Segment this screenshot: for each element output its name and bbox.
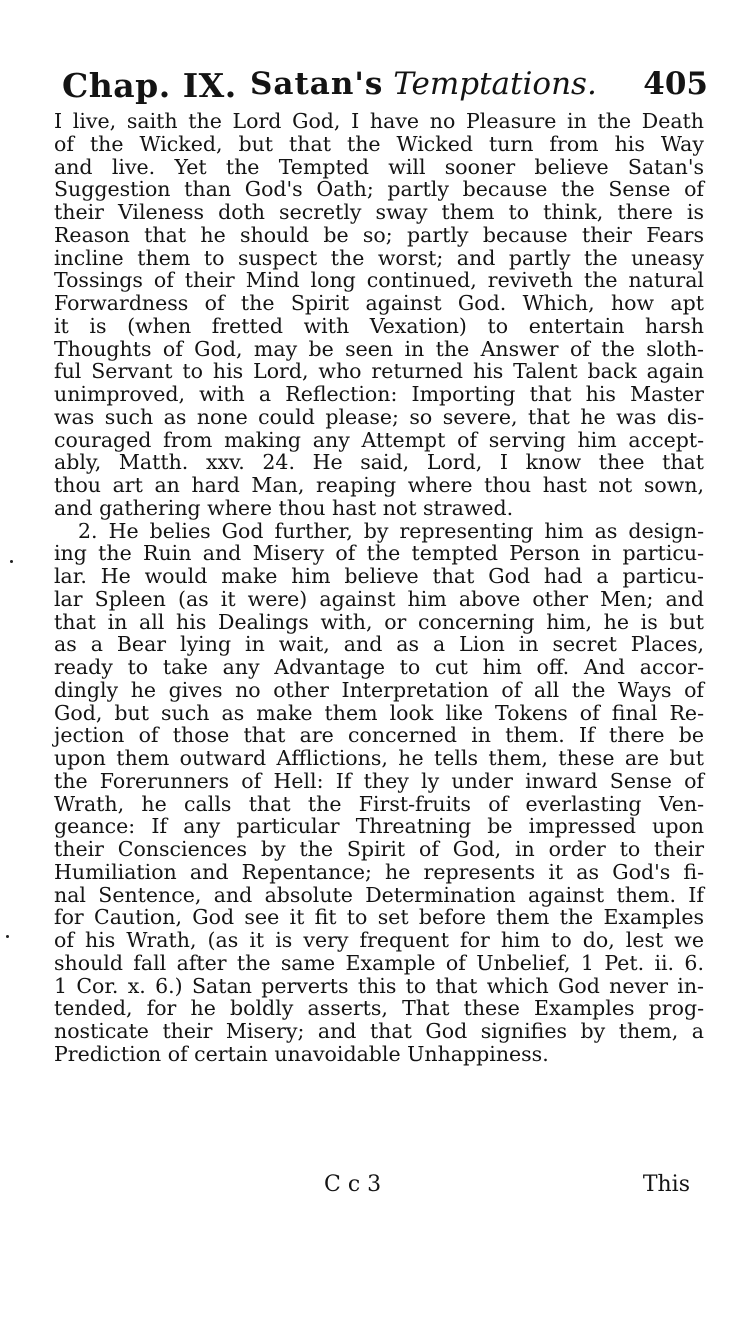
text-line: unimproved, with a Reflection: Importing that his Master — [54, 382, 704, 406]
text-line: thou art an hard Man, reaping where thou hast not sown, — [54, 473, 704, 497]
text-line: God, but such as make them look like Tokens of final Re- — [54, 700, 704, 725]
text-line: tended, for he boldly asserts, That these Examples prog- — [54, 996, 704, 1021]
text-line: nosticate their Misery; and that God signifies by them, a — [54, 1019, 704, 1043]
text-line: for Caution, God see it fit to set before them the Examples — [54, 905, 704, 930]
text-line: Suggestion than God's Oath; partly because the Sense of — [54, 177, 704, 202]
text-line: ably, Matth. xxv. 24. He said, Lord, I know thee that — [54, 450, 704, 475]
running-title-blackletter: Satan's — [250, 66, 384, 102]
text-line: 1 Cor. x. 6.) Satan perverts this to that which God never in- — [54, 973, 704, 998]
body-text — [54, 110, 704, 1066]
text-line: ready to take any Advantage to cut him off. And accor- — [54, 655, 704, 679]
text-line: it is (when fretted with Vexation) to entertain harsh — [54, 313, 704, 338]
text-line: their Vileness doth secretly sway them to think, there is — [54, 200, 704, 224]
ink-speck — [6, 935, 9, 938]
text-line: dingly he gives no other Interpretation of all the Ways of — [54, 677, 704, 702]
page-number: 405 — [643, 66, 708, 102]
text-line: of the Wicked, but that the Wicked turn from his Way — [54, 131, 704, 156]
text-line: Wrath, he calls that the First-fruits of everlasting Ven- — [54, 791, 704, 816]
paragraph-start-line: 2. He belies God further, by representing him as design- — [78, 518, 704, 543]
running-title-italic: Temptations. — [393, 66, 597, 102]
text-line: should fall after the same Example of Unbelief, 1 Pet. ii. 6. — [54, 950, 704, 975]
text-line: the Forerunners of Hell: If they ly under inward Sense of — [54, 768, 704, 793]
running-title — [250, 66, 597, 102]
text-line: of his Wrath, (as it is very frequent for him to do, lest we — [54, 928, 704, 952]
ink-speck — [10, 560, 13, 563]
text-line: upon them outward Afflictions, he tells them, these are but — [54, 746, 704, 770]
text-line: as a Bear lying in wait, and as a Lion in secret Places, — [54, 632, 704, 657]
catchword: This — [642, 1172, 690, 1197]
text-line: Thoughts of God, may be seen in the Answer of the sloth- — [54, 336, 704, 361]
text-line: and gathering where thou hast not strawed. — [54, 495, 514, 520]
text-line: ing the Ruin and Misery of the tempted Person in particu- — [54, 541, 704, 566]
text-line: and live. Yet the Tempted will sooner believe Satan's — [54, 154, 704, 179]
text-line: Prediction of certain unavoidable Unhappiness. — [54, 1041, 549, 1066]
signature-mark: C c 3 — [324, 1172, 382, 1197]
text-line: lar. He would make him believe that God had a particu- — [54, 564, 704, 588]
chapter-label: Chap. IX. — [62, 66, 237, 105]
text-line: incline them to suspect the worst; and partly the uneasy — [54, 245, 704, 270]
text-line: Reason that he should be so; partly because their Fears — [54, 222, 704, 247]
text-line: their Consciences by the Spirit of God, in order to their — [54, 837, 704, 861]
page-footer — [54, 1172, 690, 1202]
text-line: that in all his Dealings with, or concerning him, he is but — [54, 609, 704, 634]
running-header — [62, 66, 712, 114]
text-line: Humiliation and Repentance; he represents it as God's fi- — [54, 859, 704, 884]
text-line: Forwardness of the Spirit against God. Which, how apt — [54, 291, 704, 315]
text-line: I live, saith the Lord God, I have no Pleasure in the Death — [54, 109, 704, 133]
text-line: geance: If any particular Threatning be impressed upon — [54, 814, 704, 839]
text-line: nal Sentence, and absolute Determination against them. If — [54, 882, 704, 907]
text-line: Tossings of their Mind long continued, reviveth the natural — [54, 268, 704, 293]
text-line: lar Spleen (as it were) against him above other Men; and — [54, 586, 704, 611]
text-line: jection of those that are concerned in them. If there be — [54, 723, 704, 748]
text-line: was such as none could please; so severe, that he was dis- — [54, 404, 704, 429]
text-line: couraged from making any Attempt of serving him accept- — [54, 427, 704, 452]
text-line: ful Servant to his Lord, who returned his Talent back again — [54, 359, 704, 384]
